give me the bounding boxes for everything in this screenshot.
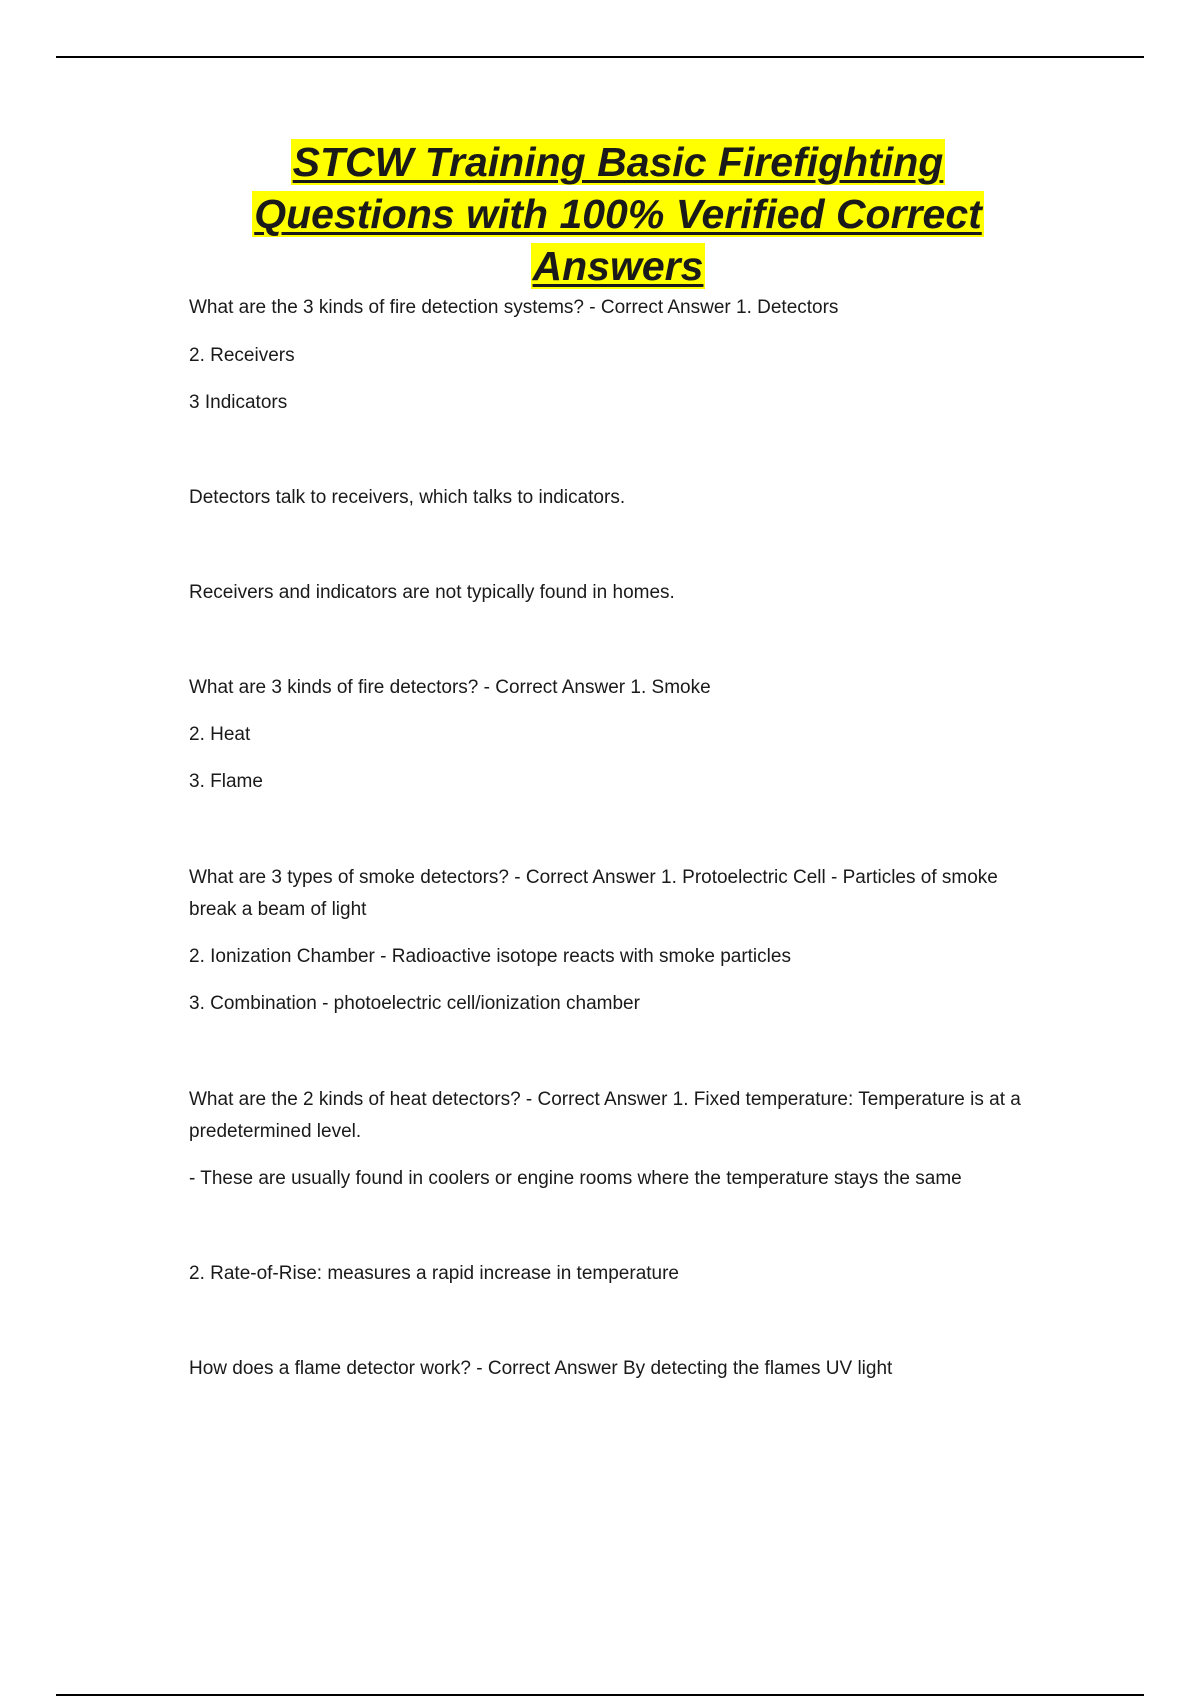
note-line: Receivers and indicators are not typically found in homes. [189, 582, 675, 603]
answer-line: 2. Receivers [189, 345, 295, 366]
answer-line: 3. Combination - photoelectric cell/ionization chamber [189, 993, 640, 1014]
answer-line: 3 Indicators [189, 392, 288, 413]
title-line-2: Questions with 100% Verified Correct [254, 191, 982, 237]
answer-line: 2. Rate-of-Rise: measures a rapid increase in temperature [189, 1263, 680, 1284]
answer-line: - These are usually found in coolers or engine rooms where the temperature stays the same [189, 1168, 962, 1189]
note-line: Detectors talk to receivers, which talks to indicators. [189, 487, 626, 508]
question-flame-detector: How does a flame detector work? - Correct Answer By detecting the flames UV light [189, 1358, 893, 1379]
question-fire-detectors: What are 3 kinds of fire detectors? - Correct Answer 1. Smoke [189, 677, 711, 698]
question-heat-detectors: What are the 2 kinds of heat detectors? - Correct Answer 1. Fixed temperature: Temperature is at a predetermined level. [189, 1089, 1021, 1142]
answer-line: 2. Ionization Chamber - Radioactive isotope reacts with smoke particles [189, 946, 791, 967]
bottom-rule [56, 1694, 1144, 1696]
question-smoke-detectors: What are 3 types of smoke detectors? - Correct Answer 1. Protoelectric Cell - Particles of smoke break a beam of light [189, 867, 998, 920]
title-line-1: STCW Training Basic Firefighting [292, 139, 944, 185]
answer-line: 3. Flame [189, 771, 263, 792]
title-line-3: Answers [532, 243, 704, 289]
answer-line: 2. Heat [189, 724, 251, 745]
question-detection-systems: What are the 3 kinds of fire detection systems? - Correct Answer 1. Detectors [189, 297, 839, 318]
